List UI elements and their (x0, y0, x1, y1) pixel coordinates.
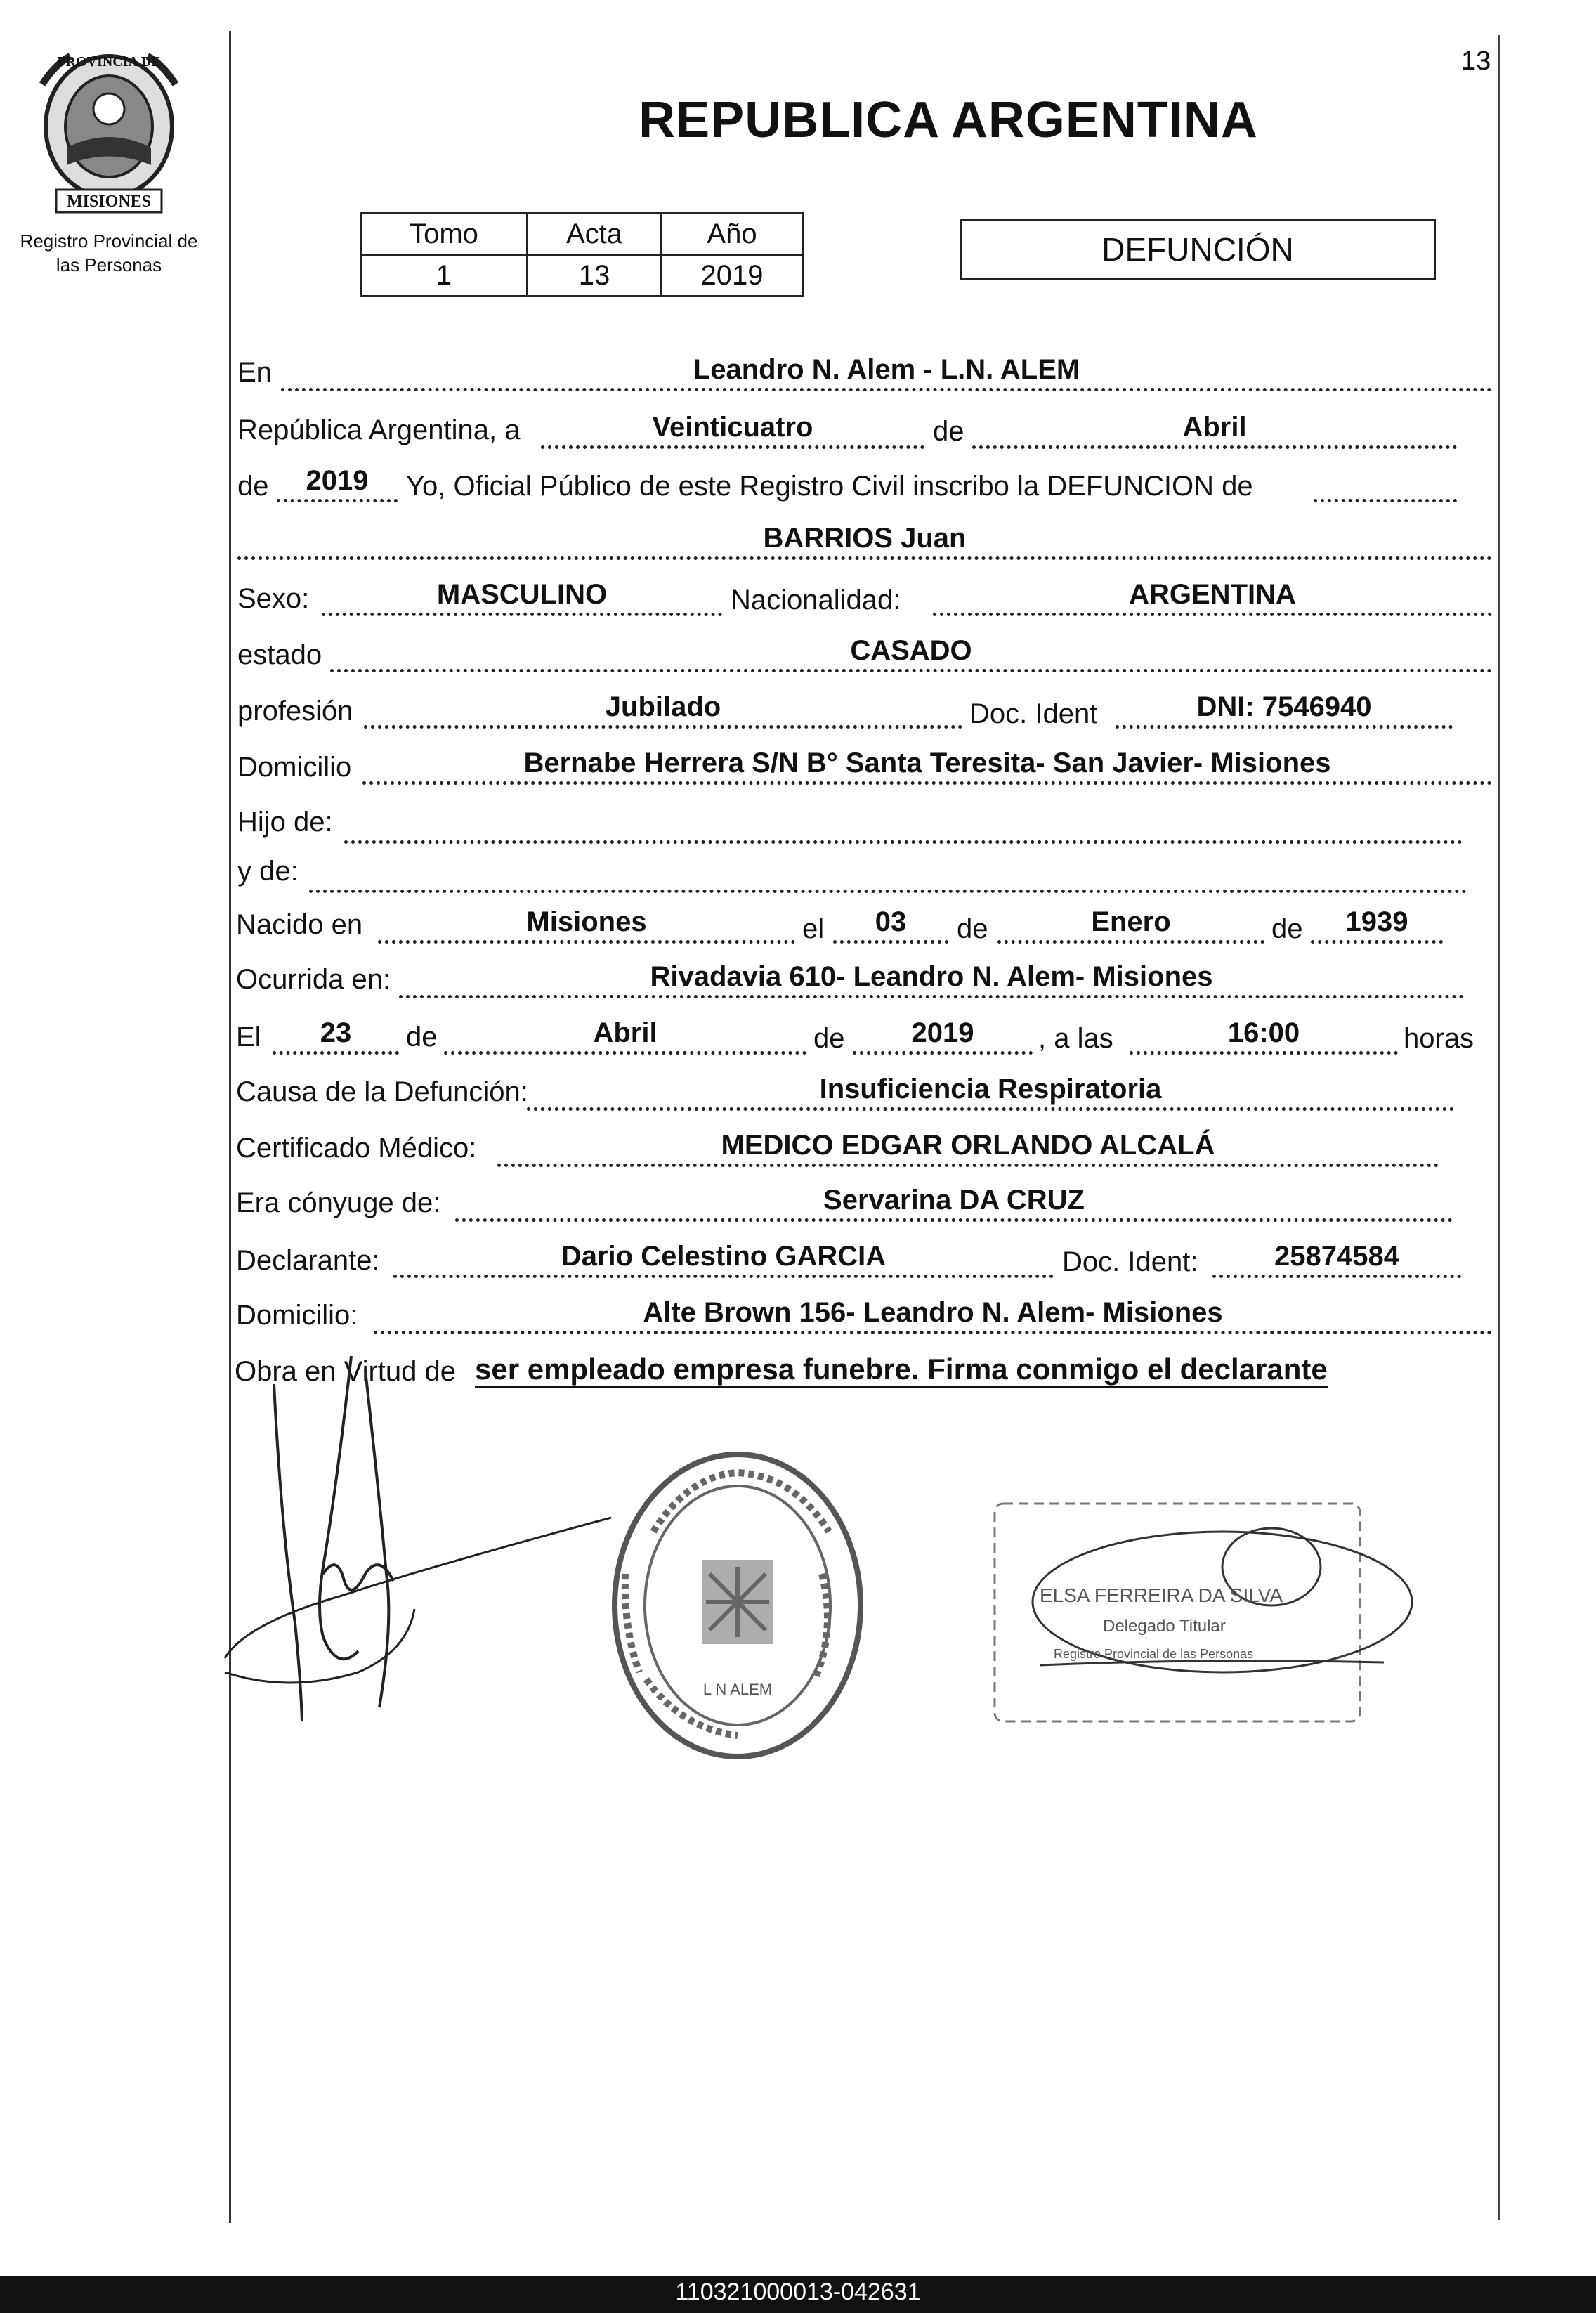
field-certificado: MEDICO EDGAR ORLANDO ALCALÁ (497, 1131, 1439, 1167)
field-y-de (309, 857, 1467, 893)
label-a-las: , a las (1038, 1023, 1113, 1054)
field-obra-virtud: ser empleado empresa funebre. Firma conmigo el declarante (475, 1353, 1328, 1388)
label-el: el (802, 913, 825, 944)
round-stamp-center-text: L N ALEM (702, 1681, 773, 1698)
field-ocurrida-en: Rivadavia 610- Leandro N. Alem- Misiones (399, 963, 1464, 998)
value-acta: 13 (528, 255, 662, 297)
field-lugar: Leandro N. Alem - L.N. ALEM (281, 356, 1492, 391)
label-y-de: y de: (237, 856, 299, 887)
value-tomo: 1 (361, 255, 528, 297)
label-ocurrida-en: Ocurrida en: (236, 964, 391, 995)
header-acta: Acta (528, 214, 662, 255)
field-conyuge: Servarina DA CRUZ (455, 1186, 1453, 1222)
header-anio: Año (662, 214, 803, 255)
label-de-def-mes: de (406, 1022, 438, 1053)
label-certificado: Certificado Médico: (236, 1133, 477, 1164)
label-horas: horas (1404, 1023, 1474, 1054)
field-mes: Abril (972, 413, 1457, 449)
label-nacionalidad: Nacionalidad: (731, 585, 901, 615)
field-hijo-de (344, 808, 1463, 844)
label-en: En (237, 357, 272, 388)
label-declarante: Declarante: (236, 1245, 380, 1276)
province-crest-logo (28, 42, 190, 218)
label-domicilio: Domicilio (237, 752, 352, 783)
crest-bottom-text: MISIONES (66, 193, 152, 211)
label-sexo: Sexo: (237, 583, 310, 614)
field-defuncion-dia: 23 (273, 1019, 399, 1055)
value-anio: 2019 (662, 255, 803, 297)
left-margin-line (229, 31, 231, 2223)
label-causa: Causa de la Defunción: (236, 1076, 528, 1107)
registry-header-row (361, 214, 803, 255)
document-type-box: DEFUNCIÓN (960, 219, 1436, 280)
label-de-anio: de (237, 471, 269, 502)
label-estado: estado (237, 639, 322, 670)
crest-top-text: PROVINCIA DE (57, 54, 161, 70)
field-doc-ident: DNI: 7546940 (1116, 693, 1453, 729)
right-margin-line (1498, 35, 1500, 2220)
field-nombre: BARRIOS Juan (237, 524, 1492, 560)
label-conyuge: Era cónyuge de: (236, 1187, 441, 1218)
label-obra-virtud: Obra en Virtud de (235, 1356, 457, 1387)
issuer-caption (0, 229, 218, 277)
label-de-def-anio: de (813, 1023, 845, 1054)
label-domicilio-declarante: Domicilio: (236, 1300, 358, 1331)
field-declarante-domicilio: Alte Brown 156- Leandro N. Alem- Misiones (374, 1298, 1492, 1334)
label-el-cap: El (236, 1022, 261, 1053)
field-domicilio: Bernabe Herrera S/N B° Santa Teresita- San Javier- Misiones (362, 749, 1492, 785)
stamp-rect-line2: Delegado Titular (1103, 1617, 1226, 1636)
registry-value-row (361, 255, 803, 297)
label-hijo-de: Hijo de: (237, 807, 333, 838)
field-sexo: MASCULINO (322, 580, 722, 616)
field-oficial-blank (1314, 467, 1457, 502)
label-oficial: Yo, Oficial Público de este Registro Civil inscribo la DEFUNCION de (406, 471, 1253, 502)
field-defuncion-anio: 2019 (853, 1019, 1033, 1055)
field-nacido-mes: Enero (998, 908, 1264, 944)
footer-code: 110321000013-042631 (675, 2279, 921, 2305)
field-nacido-anio: 1939 (1311, 908, 1443, 944)
field-nacionalidad: ARGENTINA (933, 580, 1492, 616)
issuer-line1: Registro Provincial de (20, 230, 198, 252)
field-causa: Insuficiencia Respiratoria (527, 1075, 1454, 1111)
label-doc-ident-declarante: Doc. Ident: (1062, 1246, 1198, 1277)
field-estado: CASADO (330, 637, 1492, 672)
label-de-nacido-anio: de (1271, 913, 1303, 944)
officer-rect-stamp (990, 1497, 1426, 1735)
field-defuncion-mes: Abril (444, 1019, 806, 1055)
registry-round-stamp (604, 1447, 871, 1764)
header-tomo: Tomo (361, 214, 528, 255)
field-profesion: Jubilado (364, 693, 962, 729)
label-profesion: profesión (237, 696, 353, 727)
declarant-signature (218, 1342, 667, 1735)
field-declarante-doc: 25874584 (1212, 1242, 1461, 1278)
document-title: REPUBLICA ARGENTINA (639, 92, 1258, 148)
stamp-rect-line3: Registro Provincial de las Personas (1054, 1647, 1254, 1661)
field-nacido-dia: 03 (833, 908, 948, 944)
stamp-rect-line1: ELSA FERREIRA DA SILVA (1040, 1584, 1283, 1606)
registry-table (360, 212, 804, 297)
label-nacido-en: Nacido en (236, 909, 363, 940)
page-number: 13 (1461, 46, 1491, 76)
label-de-nacido-mes: de (957, 913, 988, 944)
field-declarante: Dario Celestino GARCIA (393, 1242, 1054, 1278)
field-defuncion-hora: 16:00 (1130, 1019, 1398, 1055)
label-doc-ident: Doc. Ident (969, 698, 1098, 729)
label-de-mes: de (933, 416, 964, 447)
field-anio: 2019 (277, 467, 398, 502)
label-republica: República Argentina, a (237, 415, 521, 445)
field-dia-texto: Veinticuatro (541, 413, 924, 449)
field-nacido-en: Misiones (378, 908, 795, 944)
issuer-line2: las Personas (55, 254, 162, 275)
